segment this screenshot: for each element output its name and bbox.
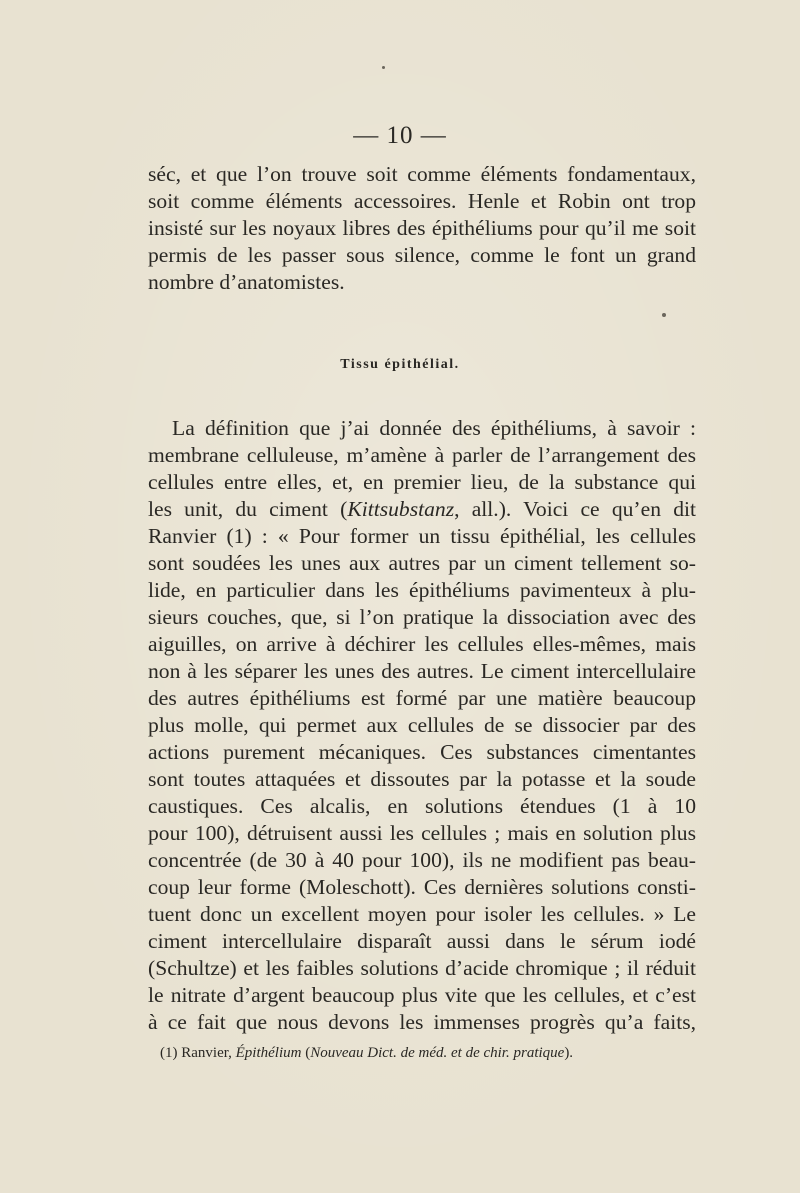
text-line: sont soudées les unes aux autres par un ciment tellement so- bbox=[148, 551, 696, 575]
text-line: sieurs couches, que, si l’on pratique la dissociation avec des bbox=[148, 605, 696, 629]
footnote-open: ( bbox=[301, 1045, 311, 1061]
text-line: tuent donc un excellent moyen pour isoler les cellules. » Le bbox=[148, 902, 696, 926]
footnote-title: Épithélium bbox=[235, 1045, 302, 1061]
text-span: , all.). Voici ce qu’en dit bbox=[454, 497, 696, 521]
text-line: à ce fait que nous devons les immenses progrès qu’a faits, bbox=[148, 1010, 696, 1034]
ink-speck bbox=[382, 66, 385, 69]
text-line: (Schultze) et les faibles solutions d’acide chromique ; il réduit bbox=[148, 956, 696, 980]
text-line: caustiques. Ces alcalis, en solutions étendues (1 à 10 bbox=[148, 794, 696, 818]
text-line: soit comme éléments accessoires. Henle et Robin ont trop bbox=[148, 189, 696, 213]
text-line: coup leur forme (Moleschott). Ces dernières solutions consti- bbox=[148, 875, 696, 899]
footnote bbox=[160, 1043, 720, 1063]
footnote-close: ). bbox=[564, 1045, 574, 1061]
text-line: sont toutes attaquées et dissoutes par la potasse et la soude bbox=[148, 767, 696, 791]
text-line: nombre d’anatomistes. bbox=[148, 270, 345, 294]
text-line: membrane celluleuse, m’amène à parler de l’arrangement des bbox=[148, 443, 696, 467]
text-line: pour 100), détruisent aussi les cellules ; mais en solution plus bbox=[148, 821, 696, 845]
text-line: plus molle, qui permet aux cellules de se dissocier par des bbox=[148, 713, 696, 737]
italic-term: Kittsubstanz bbox=[347, 497, 455, 521]
text-line: concentrée (de 30 à 40 pour 100), ils ne modifient pas beau- bbox=[148, 848, 696, 872]
text-span: les unit, du ciment ( bbox=[148, 497, 348, 521]
text-line: permis de les passer sous silence, comme le font un grand bbox=[148, 243, 696, 267]
text-line: aiguilles, on arrive à déchirer les cellules elles-mêmes, mais bbox=[148, 632, 696, 656]
text-line: insisté sur les noyaux libres des épithéliums pour qu’il me soit bbox=[148, 216, 696, 240]
text-line: le nitrate d’argent beaucoup plus vite que les cellules, et c’est bbox=[148, 983, 696, 1007]
text-line: non à les séparer les unes des autres. Le ciment intercellulaire bbox=[148, 659, 696, 683]
footnote-ref: Nouveau Dict. de méd. et de chir. pratique bbox=[310, 1045, 565, 1061]
text-line-ciment bbox=[148, 496, 696, 523]
text-line: actions purement mécaniques. Ces substances cimentantes bbox=[148, 740, 696, 764]
text-line: lide, en particulier dans les épithéliums pavimenteux à plu- bbox=[148, 578, 696, 602]
text-line: Ranvier (1) : « Pour former un tissu épithélial, les cellules bbox=[148, 524, 696, 548]
footnote-mark: (1) Ranvier, bbox=[160, 1045, 236, 1061]
text-line: séc, et que l’on trouve soit comme éléments fondamentaux, bbox=[148, 162, 696, 186]
text-line: ciment intercellulaire disparaît aussi dans le sérum iodé bbox=[148, 929, 696, 953]
page-number: — 10 — bbox=[353, 122, 447, 149]
ink-speck bbox=[662, 313, 666, 317]
section-heading: Tissu épithélial. bbox=[340, 357, 460, 372]
text-line: cellules entre elles, et, en premier lieu, de la substance qui bbox=[148, 470, 696, 494]
paragraph-first-line: La définition que j’ai donnée des épithéliums, à savoir : bbox=[172, 416, 696, 440]
text-line: des autres épithéliums est formé par une matière beaucoup bbox=[148, 686, 696, 710]
